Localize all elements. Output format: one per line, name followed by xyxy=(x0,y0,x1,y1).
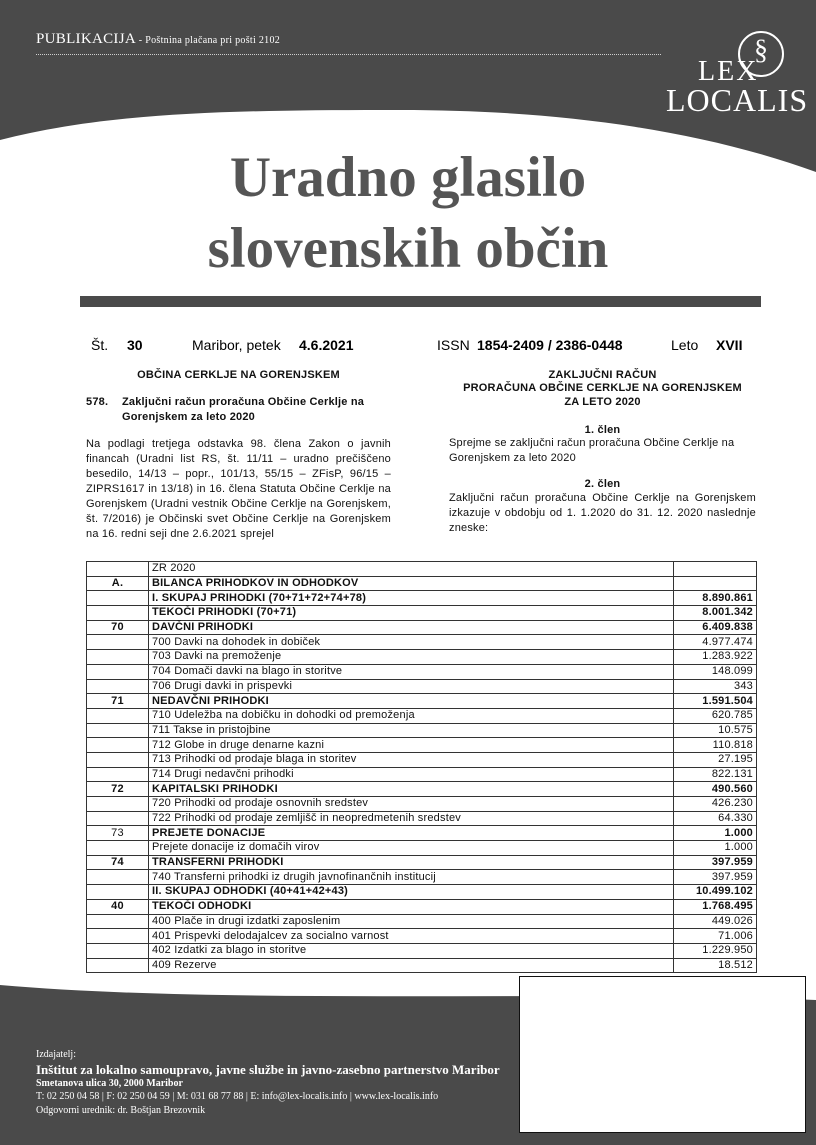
row-value-cell: 1.768.495 xyxy=(674,899,757,914)
logo-line2: LOCALIS xyxy=(666,82,809,118)
row-value-cell: 10.499.102 xyxy=(674,885,757,900)
row-value-cell: 1.591.504 xyxy=(674,694,757,709)
table-row xyxy=(87,841,757,856)
table-row xyxy=(87,635,757,650)
table-row xyxy=(87,855,757,870)
blank-box xyxy=(519,976,806,1133)
table-row xyxy=(87,958,757,973)
table-row xyxy=(87,797,757,812)
logo-line1: LEX xyxy=(698,56,759,87)
row-code-cell: 73 xyxy=(87,826,149,841)
row-label-cell: 700 Davki na dohodek in dobiček xyxy=(149,635,674,650)
year-value: XVII xyxy=(716,337,743,353)
row-value-cell: 1.283.922 xyxy=(674,650,757,665)
row-value-cell: 1.000 xyxy=(674,826,757,841)
row-code-cell xyxy=(87,606,149,621)
table-row xyxy=(87,752,757,767)
publisher-name: Inštitut za lokalno samoupravo, javne službe in javno-zasebno partnerstvo Maribor xyxy=(36,1062,500,1077)
row-value-cell: 490.560 xyxy=(674,782,757,797)
issn-value: 1854-2409 / 2386-0448 xyxy=(477,337,623,353)
row-code-cell xyxy=(87,664,149,679)
table-row xyxy=(87,650,757,665)
row-code-cell xyxy=(87,811,149,826)
row-label-cell: 402 Izdatki za blago in storitve xyxy=(149,943,674,958)
responsible-editor: Odgovorni urednik: dr. Boštjan Brezovnik xyxy=(36,1105,206,1116)
section-symbol-icon: § xyxy=(754,35,768,66)
decision-heading-3: ZA LETO 2020 xyxy=(564,396,641,408)
row-label-cell: ZR 2020 xyxy=(149,562,674,577)
table-row xyxy=(87,767,757,782)
row-code-cell xyxy=(87,635,149,650)
row-label-cell: 714 Drugi nedavčni prihodki xyxy=(149,767,674,782)
postnina-text: - Poštnina plačana pri pošti 2102 xyxy=(135,35,281,46)
row-code-cell xyxy=(87,958,149,973)
row-value-cell: 397.959 xyxy=(674,855,757,870)
row-label-cell: TRANSFERNI PRIHODKI xyxy=(149,855,674,870)
row-label-cell: 409 Rezerve xyxy=(149,958,674,973)
table-row xyxy=(87,576,757,591)
row-label-cell: 400 Plače in drugi izdatki zaposlenim xyxy=(149,914,674,929)
row-value-cell: 8.001.342 xyxy=(674,606,757,621)
row-value-cell: 397.959 xyxy=(674,870,757,885)
table-row xyxy=(87,899,757,914)
row-code-cell xyxy=(87,929,149,944)
table-row xyxy=(87,664,757,679)
preamble-text: Na podlagi tretjega odstavka 98. člena Zakon o javnih financah (Uradni list RS, št. 11/11 – uradno prečiščeno besedilo, 14/13 – popr., 101/13, 55/15 – ZFisP, 96/15 – ZIPRS1617 in 13/18) in 16. člena Statuta Občine Cerklje na Gorenjskem (Uradni vestnik Občine Cerklje na Gorenjskem, št. 7/2016) je Občinski svet Občine Cerklje na Gorenjskem na 16. redni seji dne 2.6.2021 sprejel xyxy=(86,438,391,540)
row-code-cell xyxy=(87,591,149,606)
table-row xyxy=(87,782,757,797)
row-code-cell: 40 xyxy=(87,899,149,914)
row-value-cell xyxy=(674,562,757,577)
table-row xyxy=(87,562,757,577)
article-2-text: Zaključni račun proračuna Občine Cerklje na Gorenjskem izkazuje v obdobju od 1. 1.2020 do 31. 12. 2020 naslednje zneske: xyxy=(449,492,756,534)
row-value-cell: 620.785 xyxy=(674,708,757,723)
row-value-cell: 343 xyxy=(674,679,757,694)
year-label: Leto xyxy=(671,337,699,353)
row-code-cell xyxy=(87,797,149,812)
row-value-cell: 1.229.950 xyxy=(674,943,757,958)
row-code-cell xyxy=(87,650,149,665)
table-row xyxy=(87,620,757,635)
municipality-heading: OBČINA CERKLJE NA GORENJSKEM xyxy=(137,369,340,381)
row-value-cell: 27.195 xyxy=(674,752,757,767)
row-label-cell: I. SKUPAJ PRIHODKI (70+71+72+74+78) xyxy=(149,591,674,606)
table-row xyxy=(87,591,757,606)
row-code-cell xyxy=(87,767,149,782)
table-row xyxy=(87,723,757,738)
row-code-cell: 70 xyxy=(87,620,149,635)
issue-date: 4.6.2021 xyxy=(299,337,354,353)
publikacija-text: PUBLIKACIJA xyxy=(36,31,136,47)
row-code-cell xyxy=(87,885,149,900)
row-label-cell: TEKOČI ODHODKI xyxy=(149,899,674,914)
row-value-cell: 426.230 xyxy=(674,797,757,812)
row-value-cell xyxy=(674,576,757,591)
item-number: 578. xyxy=(86,396,109,408)
row-code-cell xyxy=(87,708,149,723)
item-title: Zaključni račun proračuna Občine Cerklje na Gorenjskem za leto 2020 xyxy=(122,396,365,423)
table-row xyxy=(87,606,757,621)
row-code-cell: 72 xyxy=(87,782,149,797)
row-label-cell: II. SKUPAJ ODHODKI (40+41+42+43) xyxy=(149,885,674,900)
row-value-cell: 71.006 xyxy=(674,929,757,944)
row-value-cell: 6.409.838 xyxy=(674,620,757,635)
row-value-cell: 8.890.861 xyxy=(674,591,757,606)
table-row xyxy=(87,694,757,709)
row-label-cell: 704 Domači davki na blago in storitve xyxy=(149,664,674,679)
title-line2: slovenskih občin xyxy=(207,217,609,280)
row-value-cell: 1.000 xyxy=(674,841,757,856)
place-day-label: Maribor, petek xyxy=(192,337,281,353)
table-row xyxy=(87,885,757,900)
title-rule xyxy=(80,296,761,307)
dotted-divider xyxy=(36,54,661,55)
row-value-cell: 449.026 xyxy=(674,914,757,929)
row-code-cell xyxy=(87,870,149,885)
financial-table-body xyxy=(87,562,757,973)
row-value-cell: 10.575 xyxy=(674,723,757,738)
row-label-cell: 720 Prihodki od prodaje osnovnih sredstev xyxy=(149,797,674,812)
row-code-cell: 74 xyxy=(87,855,149,870)
table-row xyxy=(87,811,757,826)
row-label-cell: 711 Takse in pristojbine xyxy=(149,723,674,738)
row-label-cell: PREJETE DONACIJE xyxy=(149,826,674,841)
row-value-cell: 110.818 xyxy=(674,738,757,753)
issue-number: 30 xyxy=(127,337,143,353)
row-label-cell: DAVČNI PRIHODKI xyxy=(149,620,674,635)
row-label-cell: 703 Davki na premoženje xyxy=(149,650,674,665)
table-row xyxy=(87,943,757,958)
row-label-cell: Prejete donacije iz domačih virov xyxy=(149,841,674,856)
row-label-cell: 706 Drugi davki in prispevki xyxy=(149,679,674,694)
issn-label: ISSN xyxy=(437,337,470,353)
row-value-cell: 148.099 xyxy=(674,664,757,679)
financial-table xyxy=(86,561,757,973)
issue-number-label: Št. xyxy=(91,337,109,353)
article-2-title: 2. člen xyxy=(584,478,621,490)
publication-label xyxy=(36,31,280,48)
publisher-contacts: T: 02 250 04 58 | F: 02 250 04 59 | M: 031 68 77 88 | E: info@lex-localis.info | www.lex-localis.info xyxy=(36,1091,439,1102)
row-label-cell: KAPITALSKI PRIHODKI xyxy=(149,782,674,797)
row-code-cell xyxy=(87,914,149,929)
row-label-cell: TEKOČI PRIHODKI (70+71) xyxy=(149,606,674,621)
table-row xyxy=(87,914,757,929)
row-code-cell xyxy=(87,679,149,694)
row-value-cell: 822.131 xyxy=(674,767,757,782)
publisher-label: Izdajatelj: xyxy=(36,1049,76,1060)
row-value-cell: 18.512 xyxy=(674,958,757,973)
row-code-cell xyxy=(87,738,149,753)
row-label-cell: 713 Prihodki od prodaje blaga in storitev xyxy=(149,752,674,767)
decision-heading-2: PRORAČUNA OBČINE CERKLJE NA GORENJSKEM xyxy=(463,382,742,394)
table-row xyxy=(87,708,757,723)
title-line1: Uradno glasilo xyxy=(229,146,587,209)
publisher-address: Smetanova ulica 30, 2000 Maribor xyxy=(36,1078,183,1089)
table-row xyxy=(87,929,757,944)
table-row xyxy=(87,870,757,885)
row-value-cell: 4.977.474 xyxy=(674,635,757,650)
row-code-cell xyxy=(87,841,149,856)
article-1-text: Sprejme se zaključni račun proračuna Občine Cerklje na Gorenjskem za leto 2020 xyxy=(449,437,735,464)
row-label-cell: 712 Globe in druge denarne kazni xyxy=(149,738,674,753)
row-code-cell: 71 xyxy=(87,694,149,709)
row-code-cell xyxy=(87,752,149,767)
article-1-title: 1. člen xyxy=(584,424,621,436)
row-code-cell xyxy=(87,562,149,577)
row-code-cell xyxy=(87,723,149,738)
row-label-cell: 740 Transferni prihodki iz drugih javnofinančnih institucij xyxy=(149,870,674,885)
row-label-cell: BILANCA PRIHODKOV IN ODHODKOV xyxy=(149,576,674,591)
row-label-cell: 710 Udeležba na dobičku in dohodki od premoženja xyxy=(149,708,674,723)
row-value-cell: 64.330 xyxy=(674,811,757,826)
row-code-cell xyxy=(87,943,149,958)
row-label-cell: 401 Prispevki delodajalcev za socialno varnost xyxy=(149,929,674,944)
row-code-cell: A. xyxy=(87,576,149,591)
row-label-cell: 722 Prihodki od prodaje zemljišč in neopredmetenih sredstev xyxy=(149,811,674,826)
table-row xyxy=(87,826,757,841)
row-label-cell: NEDAVČNI PRIHODKI xyxy=(149,694,674,709)
table-row xyxy=(87,738,757,753)
decision-heading-1: ZAKLJUČNI RAČUN xyxy=(548,369,657,381)
table-row xyxy=(87,679,757,694)
